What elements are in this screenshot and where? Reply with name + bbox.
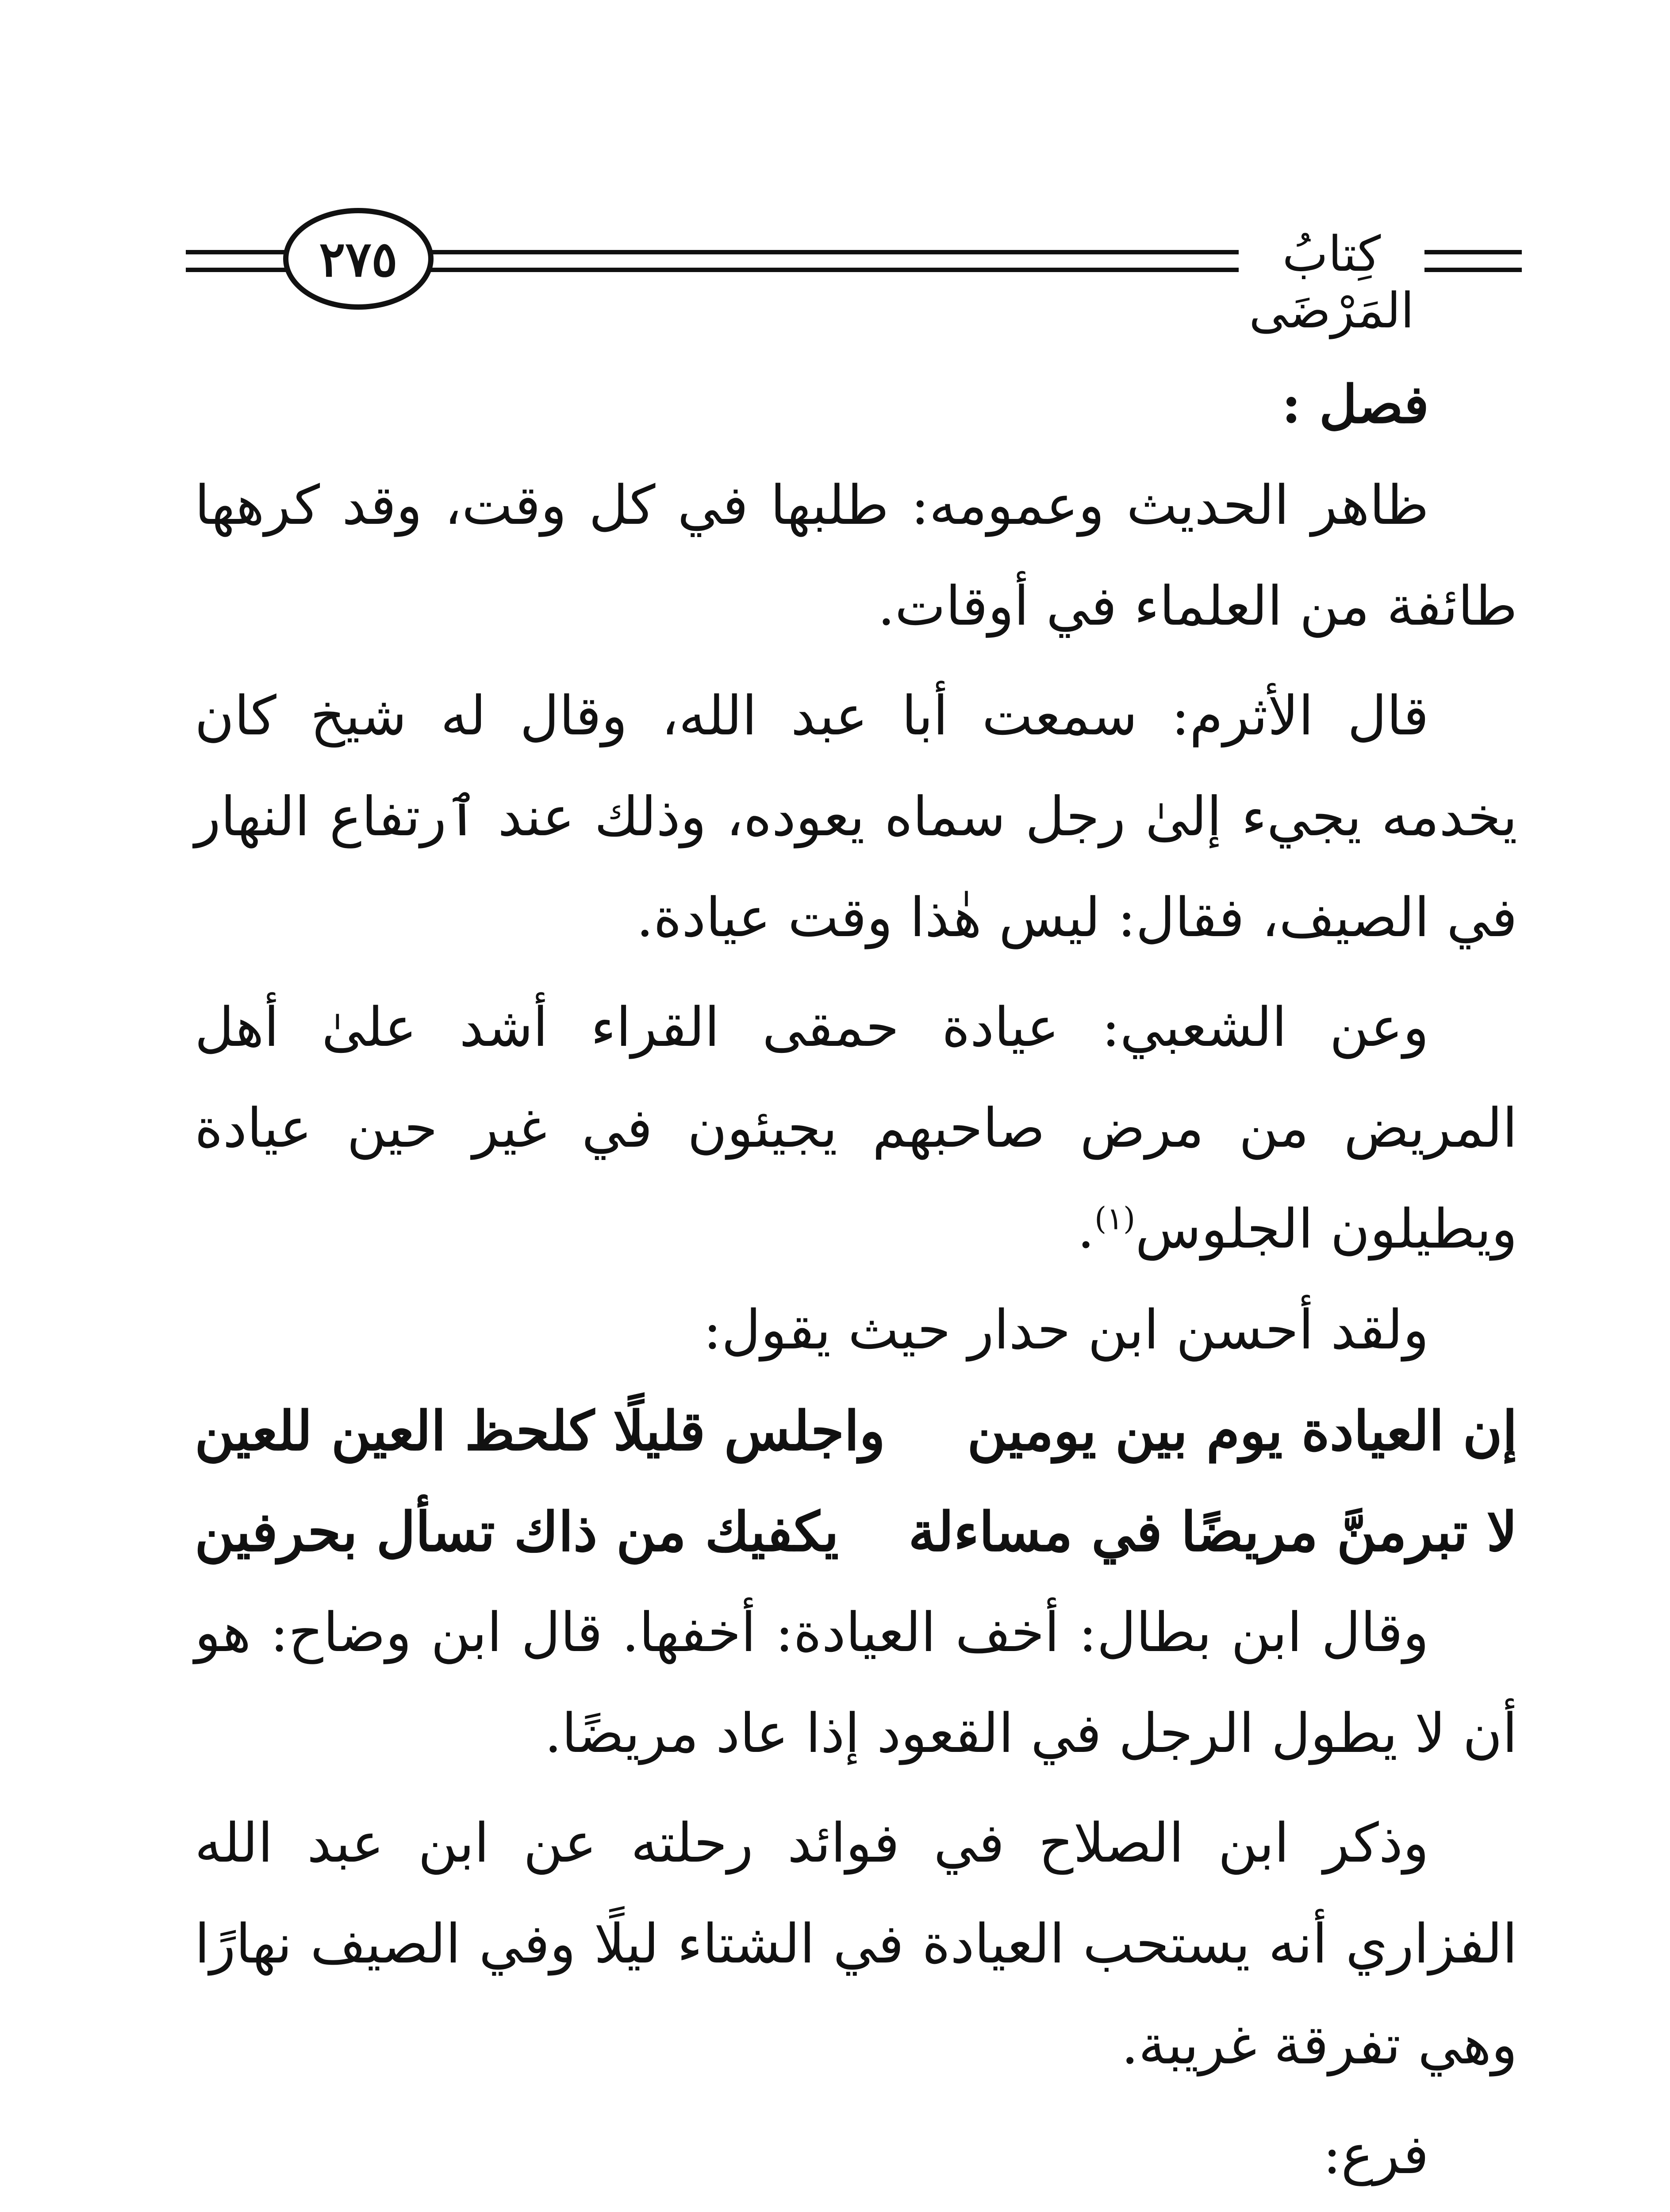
page-number: ٢٧٥	[283, 208, 434, 310]
paragraph	[195, 2205, 1517, 2212]
paragraph: ولقد أحسن ابن حدار حيث يقول:	[703, 1298, 1429, 1361]
header-rule	[1424, 268, 1522, 272]
verse-hemistich-right: لا تبرمنَّ مريضًا في مساءلة	[908, 1500, 1517, 1563]
footnote-ref: (١)	[1094, 1200, 1136, 1237]
paragraph-end: .	[1077, 1198, 1095, 1260]
running-title: كِتابُ المَرْضَى	[1249, 226, 1414, 339]
paragraph: ظاهر الحديث وعمومه: طلبها في كل وقت، وقد كرهها طائفة من العلماء في أوقات.	[195, 474, 1517, 637]
verse-line	[195, 1481, 1517, 1582]
header-rule	[416, 250, 1239, 254]
verse-hemistich-right: إن العيادة يوم بين يومين	[967, 1399, 1517, 1463]
paragraph: وقال ابن بطال: أخف العيادة: أخفها. قال ابن وضاح: هو أن لا يطول الرجل في القعود إذا عاد مريضًا.	[195, 1601, 1517, 1765]
paragraph-text: وعن الشعبي: عيادة حمقى القراء أشد علىٰ أهل المريض من مرض صاحبهم يجيئون في غير حين عيادة ويطيلون الجلوس	[195, 996, 1517, 1260]
header-rule	[186, 268, 301, 272]
paragraph: قال الأثرم: سمعت أبا عبد الله، وقال له شيخ كان يخدمه يجيء إلىٰ رجل سماه يعوده، وذلك عند ٱرتفاع النهار في الصيف، فقال: ليس هٰذا وقت عيادة.	[195, 684, 1517, 949]
verse-hemistich-left: واجلس قليلًا كلحظ العين للعين	[195, 1399, 886, 1463]
verse-hemistich-left: يكفيك من ذاك تسأل بحرفين	[195, 1500, 839, 1563]
main-text	[195, 354, 1517, 2212]
page-header	[186, 208, 1522, 339]
header-rule	[416, 268, 1239, 272]
paragraph	[195, 977, 1517, 1279]
branch-heading: فرع:	[1323, 2123, 1429, 2186]
section-heading: فصل :	[1282, 373, 1429, 435]
verse-line	[195, 1380, 1517, 1481]
paragraph: وذكر ابن الصلاح في فوائد رحلته عن ابن عبد الله الفزاري أنه يستحب العيادة في الشتاء ليلًا وفي الصيف نهارًا وهي تفرقة غريبة.	[195, 1812, 1517, 2076]
header-rule	[1424, 250, 1522, 254]
